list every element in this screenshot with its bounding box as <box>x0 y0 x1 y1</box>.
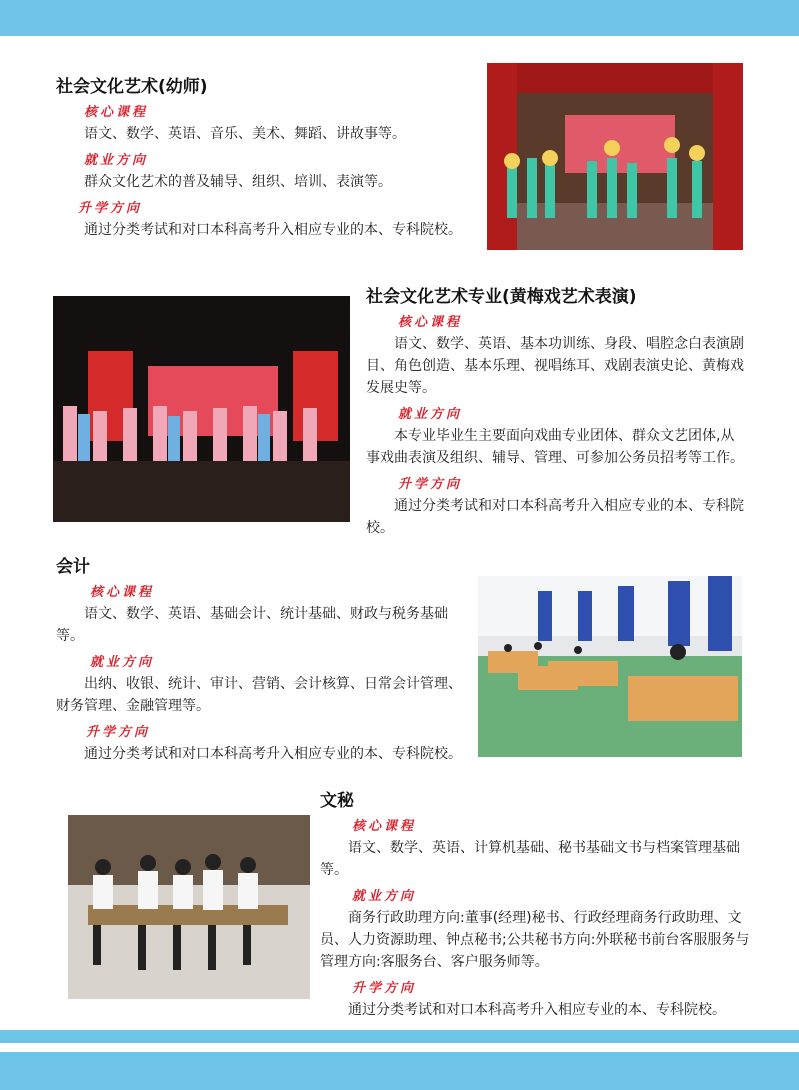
opera-performance-photo <box>53 296 350 522</box>
section-secretary <box>320 786 750 1021</box>
section-huangmei-opera <box>366 282 748 539</box>
employment-text: 出纳、收银、统计、审计、营销、会计核算、日常会计管理、财务管理、金融管理等。 <box>56 676 462 714</box>
section-accounting <box>56 552 466 765</box>
employment-label: 就业方向 <box>84 153 149 168</box>
further-study-label: 升学方向 <box>86 725 151 740</box>
employment-label: 就业方向 <box>398 407 463 422</box>
core-courses-label: 核心课程 <box>84 105 149 120</box>
further-study-label: 升学方向 <box>78 201 143 216</box>
core-courses-label: 核心课程 <box>398 315 463 330</box>
classroom-photo <box>478 576 742 757</box>
core-courses-text: 语文、数学、英语、基础会计、统计基础、财政与税务基础等。 <box>56 606 448 644</box>
section-title: 社会文化艺术(幼师) <box>56 77 208 97</box>
employment-text: 本专业毕业生主要面向戏曲专业团体、群众文艺团体,从事戏曲表演及组织、辅导、管理、可参加公务员招考等工作。 <box>366 428 744 466</box>
further-study-label: 升学方向 <box>398 477 463 492</box>
further-study-text: 通过分类考试和对口本科高考升入相应专业的本、专科院校。 <box>348 1002 726 1018</box>
core-courses-text: 语文、数学、英语、计算机基础、秘书基础文书与档案管理基础等。 <box>320 840 740 878</box>
employment-text: 商务行政助理方向:董事(经理)秘书、行政经理商务行政助理、文员、人力资源助理、钟点秘书;公共秘书方向:外联秘书前台客服服务与管理方向:客服务台、客户服务师等。 <box>320 910 750 970</box>
core-courses-text: 语文、数学、英语、音乐、美术、舞蹈、讲故事等。 <box>84 126 406 142</box>
further-study-text: 通过分类考试和对口本科高考升入相应专业的本、专科院校。 <box>366 498 744 536</box>
section-kindergarten <box>56 72 474 241</box>
further-study-text: 通过分类考试和对口本科高考升入相应专业的本、专科院校。 <box>84 746 462 762</box>
section-title: 社会文化艺术专业(黄梅戏艺术表演) <box>366 287 637 307</box>
employment-text: 群众文化艺术的普及辅导、组织、培训、表演等。 <box>84 174 392 190</box>
bottom-decor-band <box>0 1052 799 1090</box>
section-title: 会计 <box>56 557 90 577</box>
further-study-label: 升学方向 <box>352 981 417 996</box>
further-study-text: 通过分类考试和对口本科高考升入相应专业的本、专科院校。 <box>84 222 462 238</box>
dance-performance-photo <box>487 63 743 250</box>
core-courses-label: 核心课程 <box>352 819 417 834</box>
section-title: 文秘 <box>320 791 354 811</box>
top-decor-band <box>0 0 799 36</box>
employment-label: 就业方向 <box>352 889 417 904</box>
bottom-decor-band <box>0 1030 799 1043</box>
core-courses-text: 语文、数学、英语、基本功训练、身段、唱腔念白表演剧目、角色创造、基本乐理、视唱练耳、戏剧表演史论、黄梅戏发展史等。 <box>366 336 744 396</box>
core-courses-label: 核心课程 <box>90 585 155 600</box>
employment-label: 就业方向 <box>90 655 155 670</box>
meeting-photo <box>68 815 310 999</box>
